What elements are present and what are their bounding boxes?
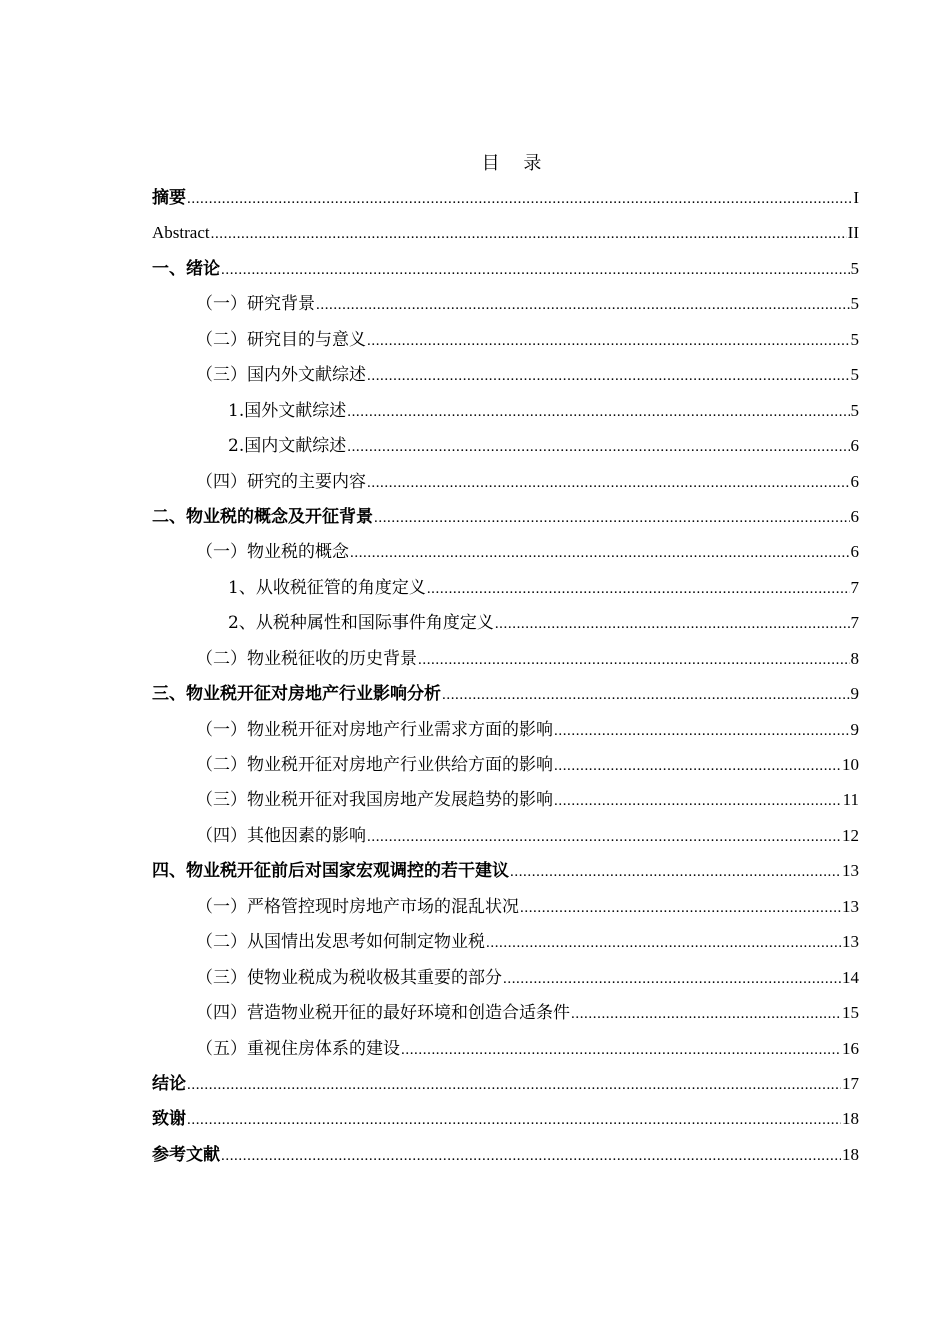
toc-entry-references[interactable] bbox=[152, 1139, 859, 1174]
toc-entry-page: 6 bbox=[850, 436, 859, 456]
toc-dot-leader bbox=[571, 1002, 841, 1026]
toc-dot-leader bbox=[401, 1038, 841, 1062]
toc-entry-page: 15 bbox=[842, 1003, 859, 1023]
toc-entry-page: 14 bbox=[842, 967, 859, 987]
toc-entry-label: （二）从国情出发思考如何制定物业税 bbox=[196, 932, 485, 953]
toc-entry-page: 13 bbox=[842, 861, 859, 881]
toc-entry-label: Abstract bbox=[152, 223, 210, 243]
toc-entry-section[interactable] bbox=[152, 926, 859, 961]
toc-entry-label: （四）营造物业税开征的最好环境和创造合适条件 bbox=[196, 1003, 570, 1024]
toc-entry-subsection[interactable] bbox=[152, 395, 859, 430]
toc-entry-label: 一、绪论 bbox=[152, 258, 220, 279]
toc-dot-leader bbox=[367, 329, 850, 353]
toc-entry-label: （五）重视住房体系的建设 bbox=[196, 1038, 400, 1059]
toc-entry-page: 18 bbox=[842, 1109, 859, 1129]
toc-entry-page: 8 bbox=[850, 648, 859, 668]
toc-dot-leader bbox=[495, 612, 850, 636]
toc-entry-label: （一）物业税的概念 bbox=[196, 542, 349, 563]
toc-dot-leader bbox=[374, 506, 850, 530]
toc-dot-leader bbox=[350, 541, 850, 565]
toc-entry-label: （四）研究的主要内容 bbox=[196, 471, 366, 492]
toc-dot-leader bbox=[442, 683, 850, 707]
toc-dot-leader bbox=[187, 1108, 841, 1132]
toc-entry-label: 2、从税种属性和国际事件角度定义 bbox=[228, 613, 494, 634]
toc-entry-section[interactable] bbox=[152, 891, 859, 926]
toc-entry-section[interactable] bbox=[152, 820, 859, 855]
toc-entry-page: 5 bbox=[850, 329, 859, 349]
toc-entry-page: 7 bbox=[850, 577, 859, 597]
toc-dot-leader bbox=[520, 896, 841, 920]
toc-entry-label: （一）物业税开征对房地产行业需求方面的影响 bbox=[196, 719, 553, 740]
toc-entry-label: （二）物业税开征对房地产行业供给方面的影响 bbox=[196, 755, 553, 775]
toc-dot-leader bbox=[347, 435, 849, 459]
toc-dot-leader bbox=[211, 222, 847, 246]
toc-entry-subsection[interactable] bbox=[152, 430, 859, 465]
toc-entry-section[interactable] bbox=[152, 324, 859, 359]
table-of-contents bbox=[152, 182, 859, 1174]
toc-dot-leader bbox=[187, 187, 852, 211]
toc-entry-label: （三）国内外文献综述 bbox=[196, 365, 366, 386]
toc-entry-page: 11 bbox=[842, 790, 859, 810]
toc-dot-leader bbox=[347, 400, 849, 424]
toc-dot-leader bbox=[187, 1073, 841, 1097]
toc-entry-section[interactable] bbox=[152, 714, 859, 749]
toc-entry-section[interactable] bbox=[152, 536, 859, 571]
toc-entry-abstract-en[interactable] bbox=[152, 217, 859, 252]
toc-entry-page: II bbox=[847, 223, 859, 243]
toc-entry-label: （一）研究背景 bbox=[196, 294, 315, 315]
toc-entry-chapter-3[interactable] bbox=[152, 678, 859, 713]
toc-entry-section[interactable] bbox=[152, 962, 859, 997]
toc-entry-page: 10 bbox=[842, 755, 859, 774]
toc-dot-leader bbox=[221, 258, 850, 282]
toc-entry-page: 9 bbox=[850, 684, 859, 704]
toc-entry-label: 二、物业税的概念及开征背景 bbox=[152, 506, 373, 527]
toc-dot-leader bbox=[367, 825, 841, 849]
toc-entry-page: 18 bbox=[842, 1144, 859, 1164]
page-title: 目 录 bbox=[481, 153, 551, 174]
toc-dot-leader bbox=[503, 967, 841, 991]
toc-dot-leader bbox=[554, 754, 841, 778]
toc-dot-leader bbox=[367, 471, 850, 495]
toc-dot-leader bbox=[486, 931, 841, 955]
toc-entry-page: 17 bbox=[842, 1073, 859, 1093]
toc-entry-label: 结论 bbox=[152, 1073, 186, 1094]
toc-entry-label: 四、物业税开征前后对国家宏观调控的若干建议 bbox=[152, 861, 509, 882]
toc-entry-page: 6 bbox=[850, 471, 859, 491]
toc-dot-leader bbox=[554, 719, 850, 743]
toc-dot-leader bbox=[418, 648, 850, 672]
toc-entry-page: 6 bbox=[850, 542, 859, 562]
toc-entry-label: 1、从收税征管的角度定义 bbox=[228, 577, 426, 598]
toc-entry-page: 5 bbox=[850, 400, 859, 420]
toc-entry-section[interactable] bbox=[152, 643, 859, 678]
toc-entry-section[interactable] bbox=[152, 749, 859, 784]
toc-dot-leader bbox=[427, 577, 850, 601]
toc-entry-page: 9 bbox=[850, 719, 859, 739]
toc-dot-leader bbox=[510, 860, 841, 884]
toc-entry-label: 摘要 bbox=[152, 188, 186, 208]
toc-entry-label: （二）物业税征收的历史背景 bbox=[196, 648, 417, 669]
toc-entry-label: 参考文献 bbox=[152, 1144, 220, 1165]
toc-entry-page: 5 bbox=[850, 258, 859, 278]
toc-entry-label: （三）物业税开征对我国房地产发展趋势的影响 bbox=[196, 790, 553, 811]
toc-entry-abstract-cn[interactable] bbox=[152, 182, 859, 217]
toc-dot-leader bbox=[221, 1144, 841, 1168]
toc-entry-label: 1.国外文献综述 bbox=[228, 400, 347, 421]
toc-entry-page: 12 bbox=[842, 825, 859, 845]
toc-entry-chapter-1[interactable] bbox=[152, 253, 859, 288]
toc-entry-label: 2.国内文献综述 bbox=[228, 436, 347, 457]
toc-entry-section[interactable] bbox=[152, 466, 859, 501]
toc-entry-label: （三）使物业税成为税收极其重要的部分 bbox=[196, 967, 502, 988]
toc-entry-label: 致谢 bbox=[152, 1109, 186, 1130]
toc-entry-subsection[interactable] bbox=[152, 572, 859, 607]
toc-dot-leader bbox=[367, 364, 850, 388]
toc-entry-page: 5 bbox=[850, 294, 859, 314]
toc-entry-label: 三、物业税开征对房地产行业影响分析 bbox=[152, 684, 441, 705]
toc-entry-chapter-4[interactable] bbox=[152, 855, 859, 890]
toc-dot-leader bbox=[554, 789, 842, 813]
toc-entry-section[interactable] bbox=[152, 784, 859, 819]
toc-entry-section[interactable] bbox=[152, 359, 859, 394]
toc-entry-label: （二）研究目的与意义 bbox=[196, 329, 366, 350]
toc-entry-page: 5 bbox=[850, 365, 859, 385]
toc-entry-page: 6 bbox=[850, 506, 859, 526]
toc-entry-page: 13 bbox=[842, 896, 859, 916]
toc-entry-conclusion[interactable] bbox=[152, 1068, 859, 1103]
toc-entry-section[interactable] bbox=[152, 1033, 859, 1068]
toc-entry-chapter-2[interactable] bbox=[152, 501, 859, 536]
toc-entry-subsection[interactable] bbox=[152, 607, 859, 642]
toc-dot-leader bbox=[316, 293, 850, 317]
toc-entry-page: 13 bbox=[842, 932, 859, 952]
toc-entry-page: 16 bbox=[842, 1038, 859, 1058]
toc-entry-page: I bbox=[853, 188, 859, 207]
toc-entry-acknowledgements[interactable] bbox=[152, 1103, 859, 1138]
toc-entry-label: （一）严格管控现时房地产市场的混乱状况 bbox=[196, 896, 519, 917]
toc-entry-section[interactable] bbox=[152, 288, 859, 323]
toc-entry-section[interactable] bbox=[152, 997, 859, 1032]
toc-entry-page: 7 bbox=[850, 613, 859, 633]
toc-entry-label: （四）其他因素的影响 bbox=[196, 825, 366, 846]
